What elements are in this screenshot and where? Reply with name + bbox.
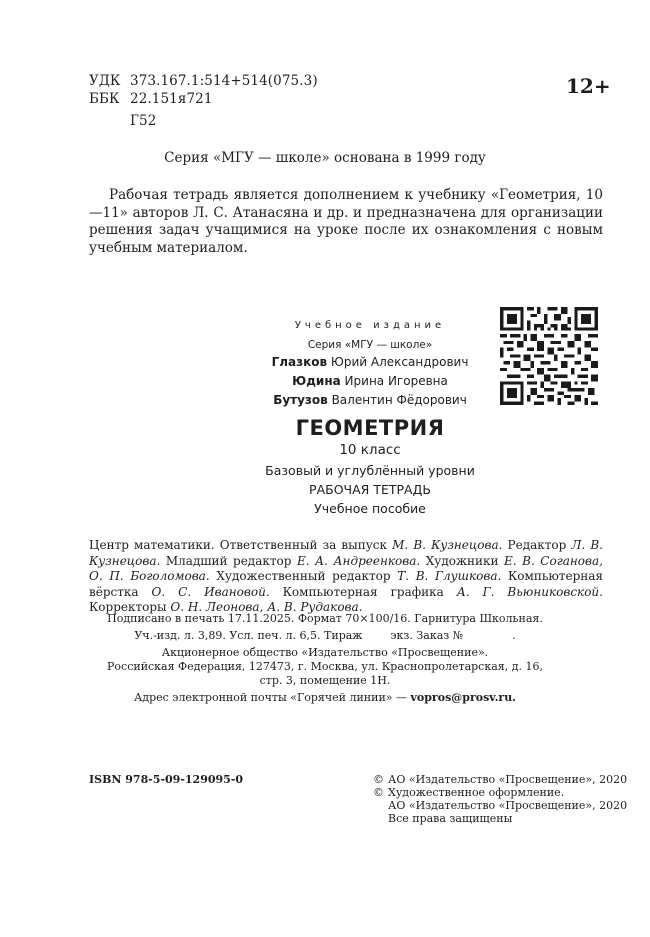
author-given: Ирина Игоревна: [344, 374, 448, 388]
credits-name: Е. В. Соганова, О. П. Боголомова: [89, 553, 603, 583]
author-given: Валентин Фёдорович: [331, 393, 467, 407]
author-3: [200, 393, 540, 408]
credits-text: .: [358, 600, 363, 614]
classification-codes: [89, 72, 318, 130]
isbn: ISBN 978-5-09-129095-0: [89, 773, 244, 786]
credits-name: Л. В. Кузнецова: [89, 538, 603, 568]
credits-text: . Компьютерная графика: [265, 584, 457, 599]
print-signed: Подписано в печать 17.11.2025. Формат 70×100/16. Гарнитура Школьная.: [107, 612, 543, 625]
copyright-icon: ©: [373, 786, 384, 799]
credits-text: . Компьютерная вёрстка: [89, 569, 603, 599]
author-2: [200, 374, 540, 389]
credits-text: . Художественный редактор: [205, 569, 398, 583]
author-mark: Г52: [130, 113, 157, 129]
description: [89, 187, 603, 257]
copyright: [373, 773, 627, 825]
book-type: РАБОЧАЯ ТЕТРАДЬ: [309, 482, 431, 497]
manual-type: Учебное пособие: [314, 501, 426, 516]
description-text: Рабочая тетрадь является дополнением к учебнику «Геометрия, 10—11» авторов Л. С. Атанасяна и др. и предназначена для организации решения задач учащимися на уроке после их ознакомления с новым учебным материалом.: [89, 187, 603, 256]
email-label: Адрес электронной почты «Горячей линии» —: [133, 691, 411, 704]
publisher: Акционерное общество «Издательство «Просвещение».: [161, 646, 489, 659]
credits-text: . Младший редактор: [156, 553, 297, 568]
author-surname: Бутузов: [273, 393, 328, 407]
credits-name: А. Г. Вьюниковской: [456, 584, 600, 599]
copyright-line: АО «Издательство «Просвещение», 2020: [388, 799, 628, 812]
author-given: Юрий Александрович: [330, 355, 469, 369]
author-1: [200, 355, 540, 370]
series-name: Серия «МГУ — школе»: [307, 339, 433, 351]
level: Базовый и углублённый уровни: [265, 463, 475, 478]
copyright-line: АО «Издательство «Просвещение», 2020: [388, 773, 628, 786]
credits-name: Т. В. Глушкова: [397, 569, 498, 583]
imprint: [60, 612, 590, 705]
bbk-label: ББК: [89, 91, 120, 107]
credits: [89, 538, 603, 616]
print-volume: Уч.-изд. л. 3,89. Усл. печ. л. 6,5. Тираж экз. Заказ № .: [134, 629, 516, 642]
credits-name: М. В. Кузнецова: [392, 538, 499, 552]
bbk-value: 22.151я721: [130, 91, 213, 107]
address-line-2: стр. 3, помещение 1Н.: [259, 674, 391, 687]
grade: 10 класс: [339, 442, 401, 458]
udk-value: 373.167.1:514+514(075.3): [130, 73, 318, 89]
udk-label: УДК: [89, 73, 121, 89]
copyright-icon: ©: [373, 773, 384, 786]
credits-text: . Корректоры: [89, 584, 603, 614]
credits-name: О. Н. Леонова, А. В. Рудакова: [170, 600, 359, 614]
rights-reserved: Все права защищены: [388, 812, 513, 825]
author-surname: Юдина: [292, 374, 341, 388]
edition-type: Учебное издание: [294, 320, 446, 331]
credits-text: Центр математики. Ответственный за выпуск: [89, 538, 393, 552]
credits-name: Е. А. Андреенкова: [296, 553, 417, 568]
author-surname: Глазков: [271, 355, 328, 369]
credits-name: О. С. Ивановой: [151, 584, 266, 599]
age-rating: 12+: [566, 74, 611, 98]
series-note: Серия «МГУ — школе» основана в 1999 году: [164, 150, 486, 166]
hotline-email: [60, 691, 590, 705]
credits-text: . Художники: [416, 553, 505, 568]
book-title: ГЕОМЕТРИЯ: [295, 416, 445, 440]
title-block: [200, 320, 540, 516]
copyright-line: Художественное оформление.: [388, 786, 565, 799]
credits-text: . Редактор: [498, 538, 572, 552]
qr-code-icon: [500, 307, 598, 405]
address-line-1: Российская Федерация, 127473, г. Москва, ул. Краснопролетарская, д. 16,: [107, 660, 543, 673]
email-link[interactable]: vopros@prosv.ru.: [410, 691, 517, 704]
